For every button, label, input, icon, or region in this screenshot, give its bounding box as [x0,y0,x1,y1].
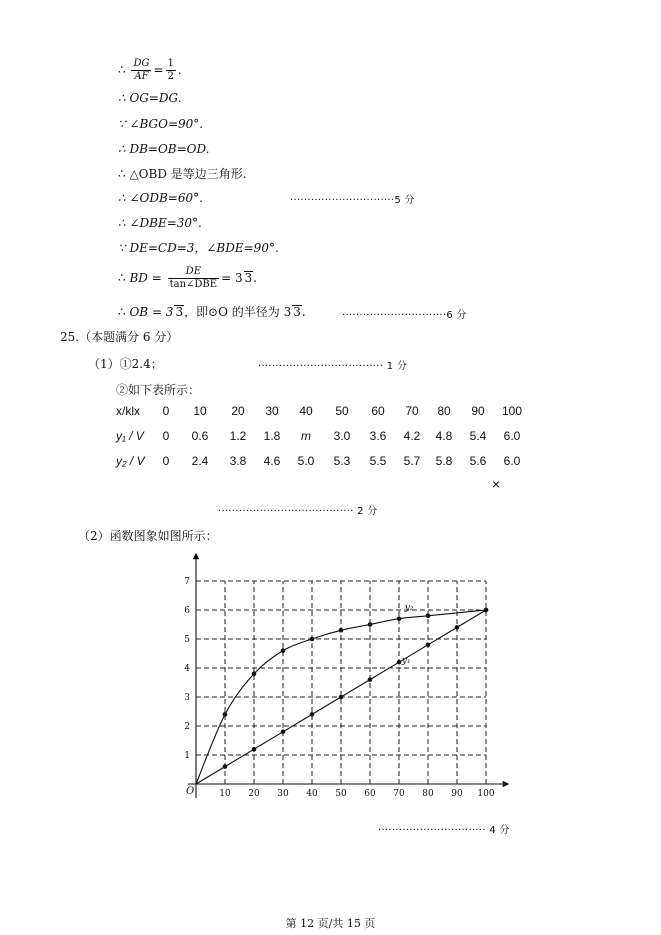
score-2: ······································· 2 分 [218,506,378,517]
table-cell-y2: 0 [162,454,170,468]
x-tick-label: 30 [277,789,289,799]
q25-title: 25.（本题满分 6 分） [60,330,179,344]
series-y1-point [281,730,286,735]
table-cell-x: 80 [437,404,451,418]
y-tick-label: 5 [184,635,190,645]
table-cell-y2: 4.6 [263,454,281,468]
series-y1-point [310,712,315,717]
series-y2-curve [196,610,486,784]
score-6: ······························6 分 [342,310,467,321]
series-y1-point [426,643,431,648]
table-cell-x: 40 [299,404,313,418]
series-y2-point [368,622,373,627]
table-cell-y1: 4.8 [435,429,453,443]
series-y1-point [397,660,402,665]
table-cell-x: 20 [231,404,245,418]
proof-line-1: ∴ $\frac{DG}{AF}$ = $\frac{1}{2}$ . [118,58,182,82]
series-y1-point [484,608,489,613]
series-y1-point [252,747,257,752]
fraction-half: $\frac{1}{2}$ [167,58,174,82]
table-header-x: x/klx [116,404,140,418]
table-cell-x: 60 [371,404,385,418]
cross-mark: × [491,476,501,492]
table-header-y2: y₂ / V [116,454,145,468]
table-cell-x: 0 [162,404,170,418]
y-tick-label: 4 [184,664,190,674]
table-cell-y2: 5.6 [469,454,487,468]
table-cell-x: 30 [265,404,279,418]
sqrt-3: 3 [244,271,253,285]
x-tick-label: 10 [219,789,231,799]
score-4: ······························· 4 分 [378,825,510,836]
table-cell-y1: m [301,429,311,443]
x-tick-label: 50 [335,789,347,799]
score-5: ······························5 分 [290,195,415,206]
table-cell-y2: 5.3 [333,454,351,468]
series-y1-point [339,695,344,700]
y-tick-label: 2 [184,722,190,732]
proof-line-4: ∴ DB=OB=OD. [118,142,210,156]
y-tick-label: 7 [184,577,190,587]
q25-part1: （1）①2.4； [88,357,163,371]
x-tick-label: 100 [477,789,495,799]
table-cell-y1: 3.6 [369,429,387,443]
table-cell-y2: 2.4 [191,454,209,468]
y-tick-label: 1 [184,751,190,761]
x-tick-label: 70 [393,789,405,799]
score-1: ···································· 1 分 [258,361,408,372]
data-table [116,404,556,496]
x-tick-label: 20 [248,789,260,799]
proof-line-8: ∵ DE=CD=3，∠BDE=90°. [118,241,279,255]
sqrt-3-b: 3 [293,305,301,319]
series-y2-point [397,616,402,621]
table-cell-y1: 4.2 [403,429,421,443]
origin-label: O [186,786,195,797]
table-header-y1: y₁ / V [116,429,144,443]
table-cell-y2: 3.8 [229,454,247,468]
x-tick-label: 40 [306,789,318,799]
label-y2: y₂ [404,603,414,613]
table-cell-x: 70 [405,404,419,418]
x-tick-label: 60 [364,789,376,799]
proof-line-9: ∴ BD = $\frac{DE}{\text{tan∠DBE}}$ = 3 3. [118,266,258,290]
table-cell-y1: 1.8 [263,429,281,443]
y-tick-label: 6 [184,606,190,616]
table-cell-y2: 5.0 [297,454,315,468]
proof-line-2: ∴ OG=DG. [118,91,182,105]
series-y1-point [368,677,373,682]
series-y2-point [223,712,228,717]
series-y2-point [484,608,489,613]
x-tick-label: 80 [422,789,434,799]
label-y1: y₁ [401,656,411,667]
series-y2-point [339,628,344,633]
table-cell-y1: 0.6 [191,429,209,443]
table-cell-y1: 0 [162,429,170,443]
series-y2-point [252,672,257,677]
series-y1-line [196,610,486,784]
y-tick-label: 3 [184,693,190,703]
series-y1-point [223,764,228,769]
table-cell-y1: 1.2 [229,429,247,443]
series-y2-point [281,648,286,653]
table-cell-x: 50 [335,404,349,418]
proof-line-7: ∴ ∠DBE=30°. [118,216,202,230]
page-footer: 第 12 页/共 15 页 [285,917,376,930]
proof-line-6: ∴ ∠ODB=60°. [118,191,203,205]
proof-line-10: ∴ OB = 3 3，即⊙O 的半径为 3 3. [118,305,306,319]
x-tick-label: 90 [451,789,463,799]
series-y2-point [426,614,431,619]
fraction-dg-af: $\frac{DG}{AF}$ [133,58,150,82]
table-cell-y1: 6.0 [503,429,521,443]
table-cell-x: 90 [471,404,485,418]
series-y2-point [310,637,315,642]
q25-part2: （2）函数图象如图所示： [78,529,218,543]
sqrt-3: 3 [175,305,184,319]
series-y1-point [455,625,460,630]
proof-line-3: ∵ ∠BGO=90°. [118,117,204,131]
table-cell-x: 10 [193,404,207,418]
table-cell-y1: 5.4 [469,429,487,443]
table-cell-y2: 6.0 [503,454,521,468]
fraction-de-tan: $\frac{DE}{\text{tan∠DBE}}$ [169,266,218,290]
q25-part1b: ②如下表所示： [116,383,201,397]
table-cell-y2: 5.7 [403,454,421,468]
table-cell-x: 100 [501,404,523,418]
proof-line-5: ∴ △OBD 是等边三角形. [118,167,247,181]
table-cell-y2: 5.8 [435,454,453,468]
table-cell-y2: 5.5 [369,454,387,468]
table-cell-y1: 3.0 [333,429,351,443]
